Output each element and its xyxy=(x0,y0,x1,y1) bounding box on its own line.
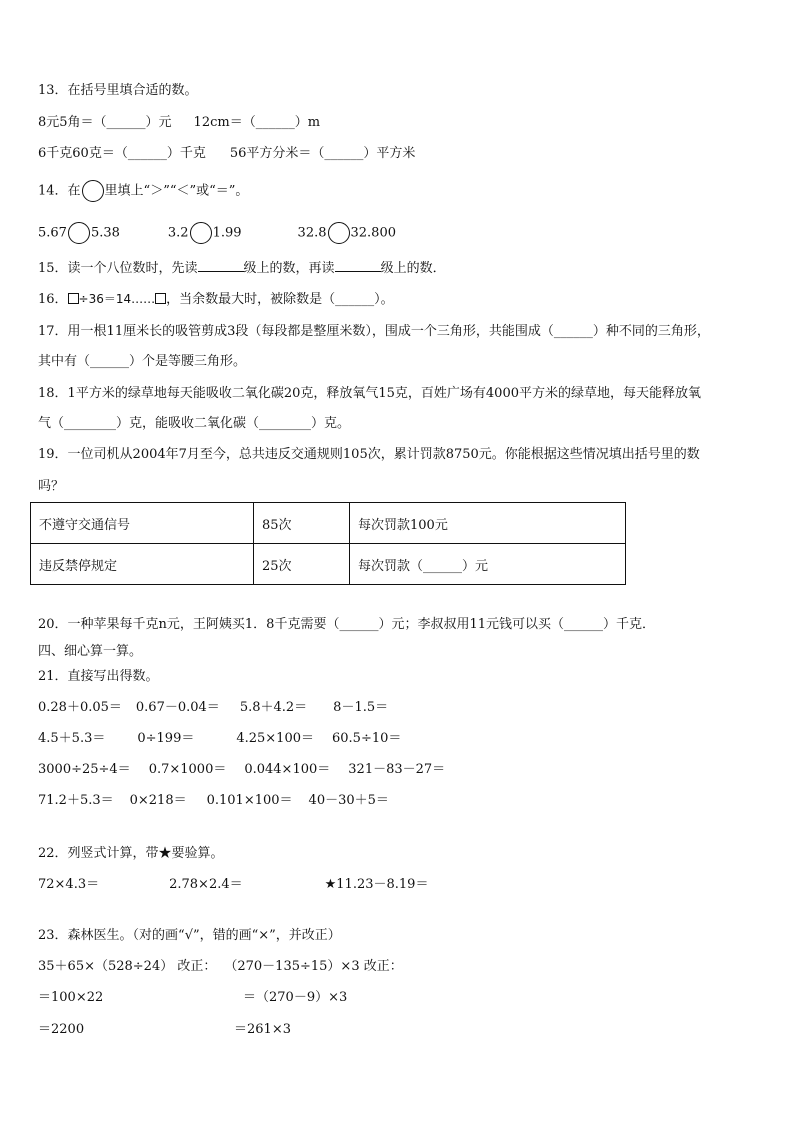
q20: 20．一种苹果每千克n元，王阿姨买1．8千克需要（______）元；李叔叔用11元钱可以买（______）千克． xyxy=(38,617,655,632)
q22-items xyxy=(38,876,428,894)
table-cell: 85次 xyxy=(254,503,350,544)
q16-expression: ÷36＝14…… xyxy=(78,292,156,306)
q23-line1 xyxy=(38,958,403,976)
q13-item-c: 6千克60克＝（______）千克 xyxy=(38,146,206,161)
calc-item: 60.5÷10＝ xyxy=(332,731,402,746)
calc-item: 8－1.5＝ xyxy=(333,700,389,715)
q13-item-a: 8元5角＝（______）元 xyxy=(38,115,172,130)
q14-c-right: 32.800 xyxy=(350,225,396,241)
calc-item: 0.044×100＝ xyxy=(244,762,331,777)
q18-line2: 气（________）克，能吸收二氧化碳（________）克。 xyxy=(38,416,351,431)
compare-circle-icon[interactable] xyxy=(68,222,90,244)
calc-item: 0.7×1000＝ xyxy=(148,762,227,777)
calc-item: 321－83－27＝ xyxy=(348,762,446,777)
q19-line1: 19．一位司机从2004年7月至今，总共违反交通规则105次，累计罚款8750元。你能根据这些情况填出括号里的数 xyxy=(38,447,700,462)
q14-title-post: 里填上“＞”“＜”或“＝”。 xyxy=(104,183,249,199)
square-box-icon[interactable] xyxy=(155,293,166,304)
q23-step-b: ＝（270－9）×3 xyxy=(243,990,348,1005)
compare-circle-icon[interactable] xyxy=(190,222,212,244)
calc-item: 2.78×2.4＝ xyxy=(169,877,243,892)
compare-circle-icon xyxy=(82,180,104,202)
q23-title: 23．森林医生。（对的画“√”，错的画“×”，并改正） xyxy=(38,928,341,943)
q23-expr-a: 35＋65×（528÷24） 改正： xyxy=(38,959,217,974)
calc-item: ★11.23－8.19＝ xyxy=(324,877,429,892)
table-cell: 25次 xyxy=(254,544,350,585)
q14-title-pre: 14．在 xyxy=(38,183,81,199)
compare-circle-icon[interactable] xyxy=(328,222,350,244)
q14-c-left: 32.8 xyxy=(297,225,327,241)
calc-item: 3000÷25÷4＝ xyxy=(38,762,131,777)
q17-line1: 17．用一根11厘米长的吸管剪成3段（每段都是整厘米数），围成一个三角形，共能围成（______）种不同的三角形， xyxy=(38,324,710,339)
table-cell: 不遵守交通信号 xyxy=(31,503,254,544)
q21-row xyxy=(38,730,401,748)
square-box-icon[interactable] xyxy=(68,293,79,304)
q13-line1 xyxy=(38,114,320,132)
q18-line1: 18．1平方米的绿草地每天能吸收二氧化碳20克，释放氧气15克，百姓广场有4000平方米的绿草地，每天能释放氧 xyxy=(38,386,701,401)
q14-b-right: 1.99 xyxy=(212,225,242,241)
q23-line3 xyxy=(38,1021,291,1039)
q21-row xyxy=(38,792,389,810)
section-4-heading: 四、细心算一算。 xyxy=(38,644,143,659)
calc-item: 0.28＋0.05＝ xyxy=(38,700,122,715)
q19-line2: 吗？ xyxy=(38,479,65,494)
calc-item: 0.67－0.04＝ xyxy=(135,700,220,715)
calc-item: 72×4.3＝ xyxy=(38,877,100,892)
q14-items xyxy=(38,222,396,244)
table-row xyxy=(31,544,626,585)
q14-b-left: 3.2 xyxy=(167,225,189,241)
q23-expr-b: （270－135÷15）×3 改正： xyxy=(224,959,403,974)
q16-number: 16． xyxy=(38,292,68,307)
calc-item: 0.101×100＝ xyxy=(206,793,293,808)
q15-text-c: 级上的数． xyxy=(380,261,446,276)
violation-table xyxy=(30,502,626,585)
q13-item-d: 56平方分米＝（______）平方米 xyxy=(229,146,416,161)
q13-title: 13．在括号里填合适的数。 xyxy=(38,83,198,98)
q14-a-left: 5.67 xyxy=(38,225,67,241)
q21-row xyxy=(38,761,445,779)
q16-text: ，当余数最大时，被除数是（______）。 xyxy=(166,292,394,307)
table-cell: 每次罚款100元 xyxy=(350,503,626,544)
q14-a-right: 5.38 xyxy=(90,225,120,241)
q15-text-b: 级上的数，再读 xyxy=(243,261,335,276)
q22-title: 22．列竖式计算，带★要验算。 xyxy=(38,846,224,861)
answer-blank[interactable] xyxy=(335,259,381,272)
calc-item: 5.8＋4.2＝ xyxy=(239,700,308,715)
q23-step-a: ＝2200 xyxy=(38,1022,85,1037)
calc-item: 0÷199＝ xyxy=(137,731,195,746)
calc-item: 4.25×100＝ xyxy=(236,731,314,746)
q14-title xyxy=(38,180,248,202)
q23-step-a: ＝100×22 xyxy=(38,990,104,1005)
q23-line2 xyxy=(38,989,347,1007)
calc-item: 71.2＋5.3＝ xyxy=(38,793,114,808)
q21-row xyxy=(38,699,388,717)
q15 xyxy=(38,259,446,278)
q21-title: 21．直接写出得数。 xyxy=(38,669,159,684)
answer-blank[interactable] xyxy=(198,259,244,272)
table-cell: 每次罚款（______）元 xyxy=(350,544,626,585)
q13-item-b: 12cm＝（______）m xyxy=(193,115,321,130)
calc-item: 0×218＝ xyxy=(129,793,187,808)
q15-text-a: 15．读一个八位数时，先读 xyxy=(38,261,198,276)
table-row xyxy=(31,503,626,544)
q13-line2 xyxy=(38,145,415,163)
q16 xyxy=(38,290,394,309)
q17-line2: 其中有（______）个是等腰三角形。 xyxy=(38,354,247,369)
calc-item: 40－30＋5＝ xyxy=(308,793,389,808)
table-cell: 违反禁停规定 xyxy=(31,544,254,585)
q23-step-b: ＝261×3 xyxy=(234,1022,291,1037)
calc-item: 4.5＋5.3＝ xyxy=(38,731,106,746)
